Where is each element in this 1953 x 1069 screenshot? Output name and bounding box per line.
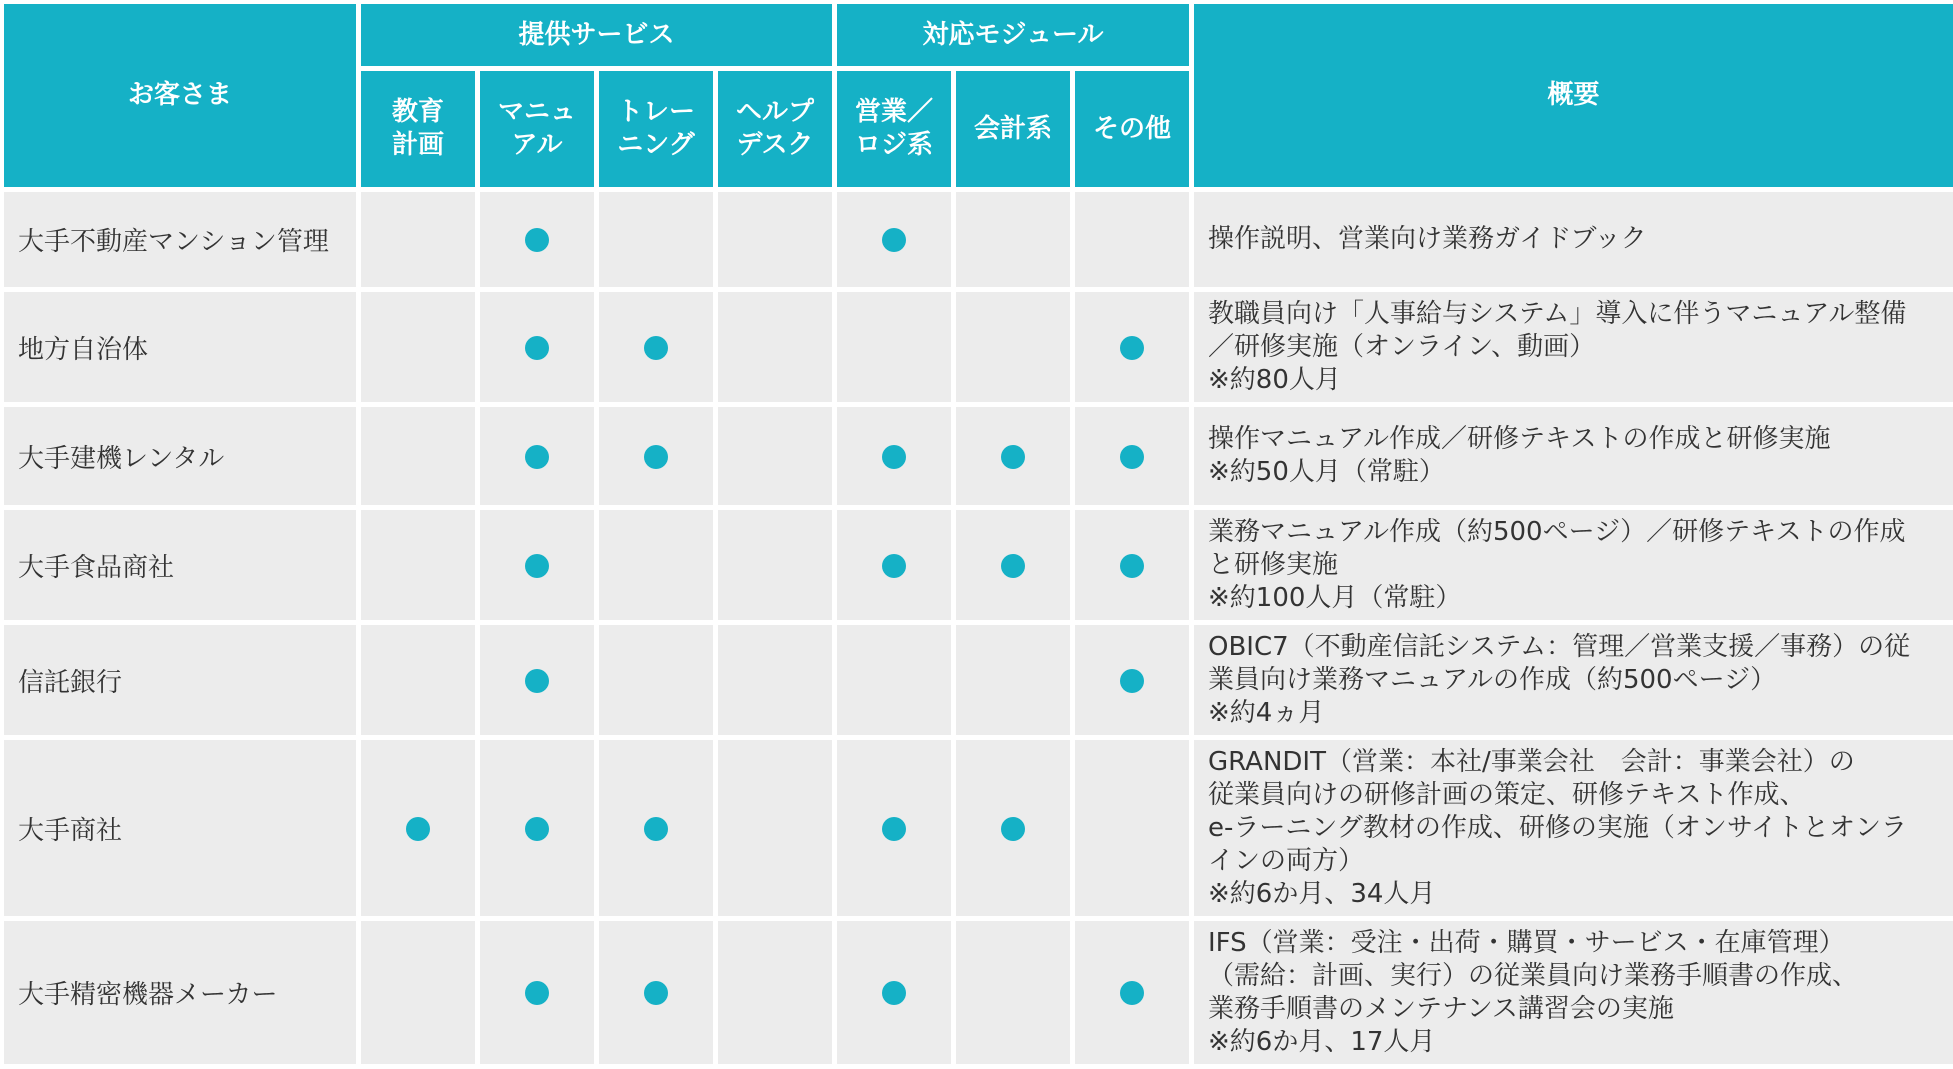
customer-cell: 大手精密機器メーカー [4,921,356,1064]
check-dot-icon [525,817,549,841]
overview-line: 業務マニュアル作成（約500ページ）／研修テキストの作成 [1208,516,1906,547]
customer-cell: 地方自治体 [4,292,356,402]
mark-cell-training [599,921,713,1064]
header-col-label-line: 教育 [391,97,444,127]
check-dot-icon [525,445,549,469]
check-dot-icon [882,817,906,841]
overview-line: （需給：計画、実行）の従業員向け業務手順書の作成、 [1208,960,1859,991]
header-col-label-line: 計画 [391,130,444,160]
header-col-label-line: 営業／ [854,97,933,127]
mark-cell-sales-logistics [837,921,951,1064]
check-dot-icon [1120,981,1144,1005]
mark-cell-sales-logistics [837,510,951,620]
header-col-education-plan [361,71,475,187]
overview-cell [1194,292,1953,402]
mark-cell-accounting [956,192,1070,287]
mark-cell-manual [480,292,594,402]
mark-cell-accounting [956,740,1070,916]
mark-cell-manual [480,625,594,735]
mark-cell-education-plan [361,740,475,916]
overview-line: 操作マニュアル作成／研修テキストの作成と研修実施 [1208,424,1831,454]
mark-cell-other [1075,740,1189,916]
overview-cell [1194,625,1953,735]
overview-line: GRANDIT（営業：本社/事業会社 会計：事業会社）の [1208,746,1855,777]
mark-cell-accounting [956,921,1070,1064]
check-dot-icon [525,554,549,578]
mark-cell-accounting [956,292,1070,402]
mark-cell-manual [480,921,594,1064]
header-col-label-line: ニング [617,130,695,160]
check-dot-icon [1120,445,1144,469]
check-dot-icon [1120,336,1144,360]
mark-cell-manual [480,510,594,620]
overview-cell [1194,407,1953,505]
mark-cell-sales-logistics [837,740,951,916]
mark-cell-accounting [956,510,1070,620]
check-dot-icon [1001,554,1025,578]
mark-cell-other [1075,625,1189,735]
overview-line: 業員向け業務マニュアルの作成（約500ページ） [1208,664,1777,695]
check-dot-icon [1001,817,1025,841]
mark-cell-education-plan [361,192,475,287]
check-dot-icon [644,445,668,469]
overview-line: ※約6か月、34人月 [1208,878,1436,909]
check-dot-icon [525,669,549,693]
overview-line: 業務手順書のメンテナンス講習会の実施 [1208,993,1674,1024]
header-col-label-line: ロジ系 [854,130,933,160]
mark-cell-training [599,740,713,916]
check-dot-icon [882,445,906,469]
header-modules-group: 対応モジュール [837,4,1189,66]
mark-cell-accounting [956,407,1070,505]
table-row [4,292,1953,402]
mark-cell-education-plan [361,625,475,735]
header-customer: お客さま [4,4,356,187]
mark-cell-education-plan [361,510,475,620]
mark-cell-manual [480,407,594,505]
overview-cell [1194,740,1953,916]
mark-cell-other [1075,407,1189,505]
overview-line: IFS（営業：受注・出荷・購買・サービス・在庫管理） [1208,927,1845,958]
mark-cell-other [1075,510,1189,620]
mark-cell-helpdesk [718,740,832,916]
overview-line: インの両方） [1208,845,1365,876]
overview-line: ※約80人月 [1208,364,1341,395]
check-dot-icon [1120,554,1144,578]
mark-cell-other [1075,292,1189,402]
mark-cell-manual [480,192,594,287]
overview-cell [1194,192,1953,287]
check-dot-icon [406,817,430,841]
header-col-label-line: ヘルプ [735,97,814,127]
table-row [4,625,1953,735]
check-dot-icon [525,336,549,360]
check-dot-icon [882,228,906,252]
overview-line: ※約100人月（常駐） [1208,582,1462,613]
overview-line: ※約6か月、17人月 [1208,1026,1436,1057]
mark-cell-helpdesk [718,292,832,402]
header-col-accounting [956,71,1070,187]
customer-cell: 大手食品商社 [4,510,356,620]
mark-cell-education-plan [361,921,475,1064]
overview-cell [1194,921,1953,1064]
mark-cell-training [599,192,713,287]
mark-cell-helpdesk [718,407,832,505]
overview-line: ／研修実施（オンライン、動画） [1208,331,1596,362]
overview-line: と研修実施 [1208,549,1339,580]
check-dot-icon [525,228,549,252]
check-dot-icon [882,981,906,1005]
mark-cell-sales-logistics [837,292,951,402]
mark-cell-helpdesk [718,510,832,620]
mark-cell-training [599,292,713,402]
mark-cell-training [599,510,713,620]
mark-cell-training [599,625,713,735]
overview-line: 従業員向けの研修計画の策定、研修テキスト作成、 [1208,779,1806,810]
header-col-label-line: トレー [616,97,695,127]
table-row [4,921,1953,1064]
header-col-label-line: その他 [1092,113,1171,144]
mark-cell-sales-logistics [837,625,951,735]
overview-line: ※約50人月（常駐） [1208,457,1445,487]
overview-line: 教職員向け「人事給与システム」導入に伴うマニュアル整備 [1208,298,1907,329]
customer-cell: 大手不動産マンション管理 [4,192,356,287]
mark-cell-accounting [956,625,1070,735]
check-dot-icon [1001,445,1025,469]
mark-cell-education-plan [361,407,475,505]
overview-cell [1194,510,1953,620]
mark-cell-other [1075,192,1189,287]
overview-line: OBIC7（不動産信託システム：管理／営業支援／事務）の従 [1208,631,1911,662]
mark-cell-sales-logistics [837,192,951,287]
header-col-sales-logistics [837,71,951,187]
overview-line: 操作説明、営業向け業務ガイドブック [1208,224,1647,254]
mark-cell-manual [480,740,594,916]
header-col-label-line: デスク [736,130,814,160]
header-col-label-line: アル [511,130,563,160]
mark-cell-training [599,407,713,505]
mark-cell-sales-logistics [837,407,951,505]
table-row [4,192,1953,287]
header-col-training [599,71,713,187]
check-dot-icon [1120,669,1144,693]
customer-cell: 信託銀行 [4,625,356,735]
mark-cell-helpdesk [718,625,832,735]
mark-cell-education-plan [361,292,475,402]
overview-line: e-ラーニング教材の作成、研修の実施（オンサイトとオンラ [1208,812,1908,843]
header-col-helpdesk [718,71,832,187]
mark-cell-helpdesk [718,192,832,287]
header-services-group: 提供サービス [361,4,832,66]
customer-cell: 大手建機レンタル [4,407,356,505]
check-dot-icon [644,817,668,841]
header-col-manual [480,71,594,187]
header-col-other [1075,71,1189,187]
check-dot-icon [525,981,549,1005]
table-row [4,407,1953,505]
header-col-label-line: マニュ [497,97,576,127]
customer-cell: 大手商社 [4,740,356,916]
mark-cell-other [1075,921,1189,1064]
header-col-label-line: 会計系 [973,113,1052,144]
check-dot-icon [882,554,906,578]
table-row [4,740,1953,916]
header-overview: 概要 [1194,4,1953,187]
check-dot-icon [644,336,668,360]
overview-line: ※約4ヵ月 [1208,697,1325,728]
mark-cell-helpdesk [718,921,832,1064]
table-row [4,510,1953,620]
check-dot-icon [644,981,668,1005]
